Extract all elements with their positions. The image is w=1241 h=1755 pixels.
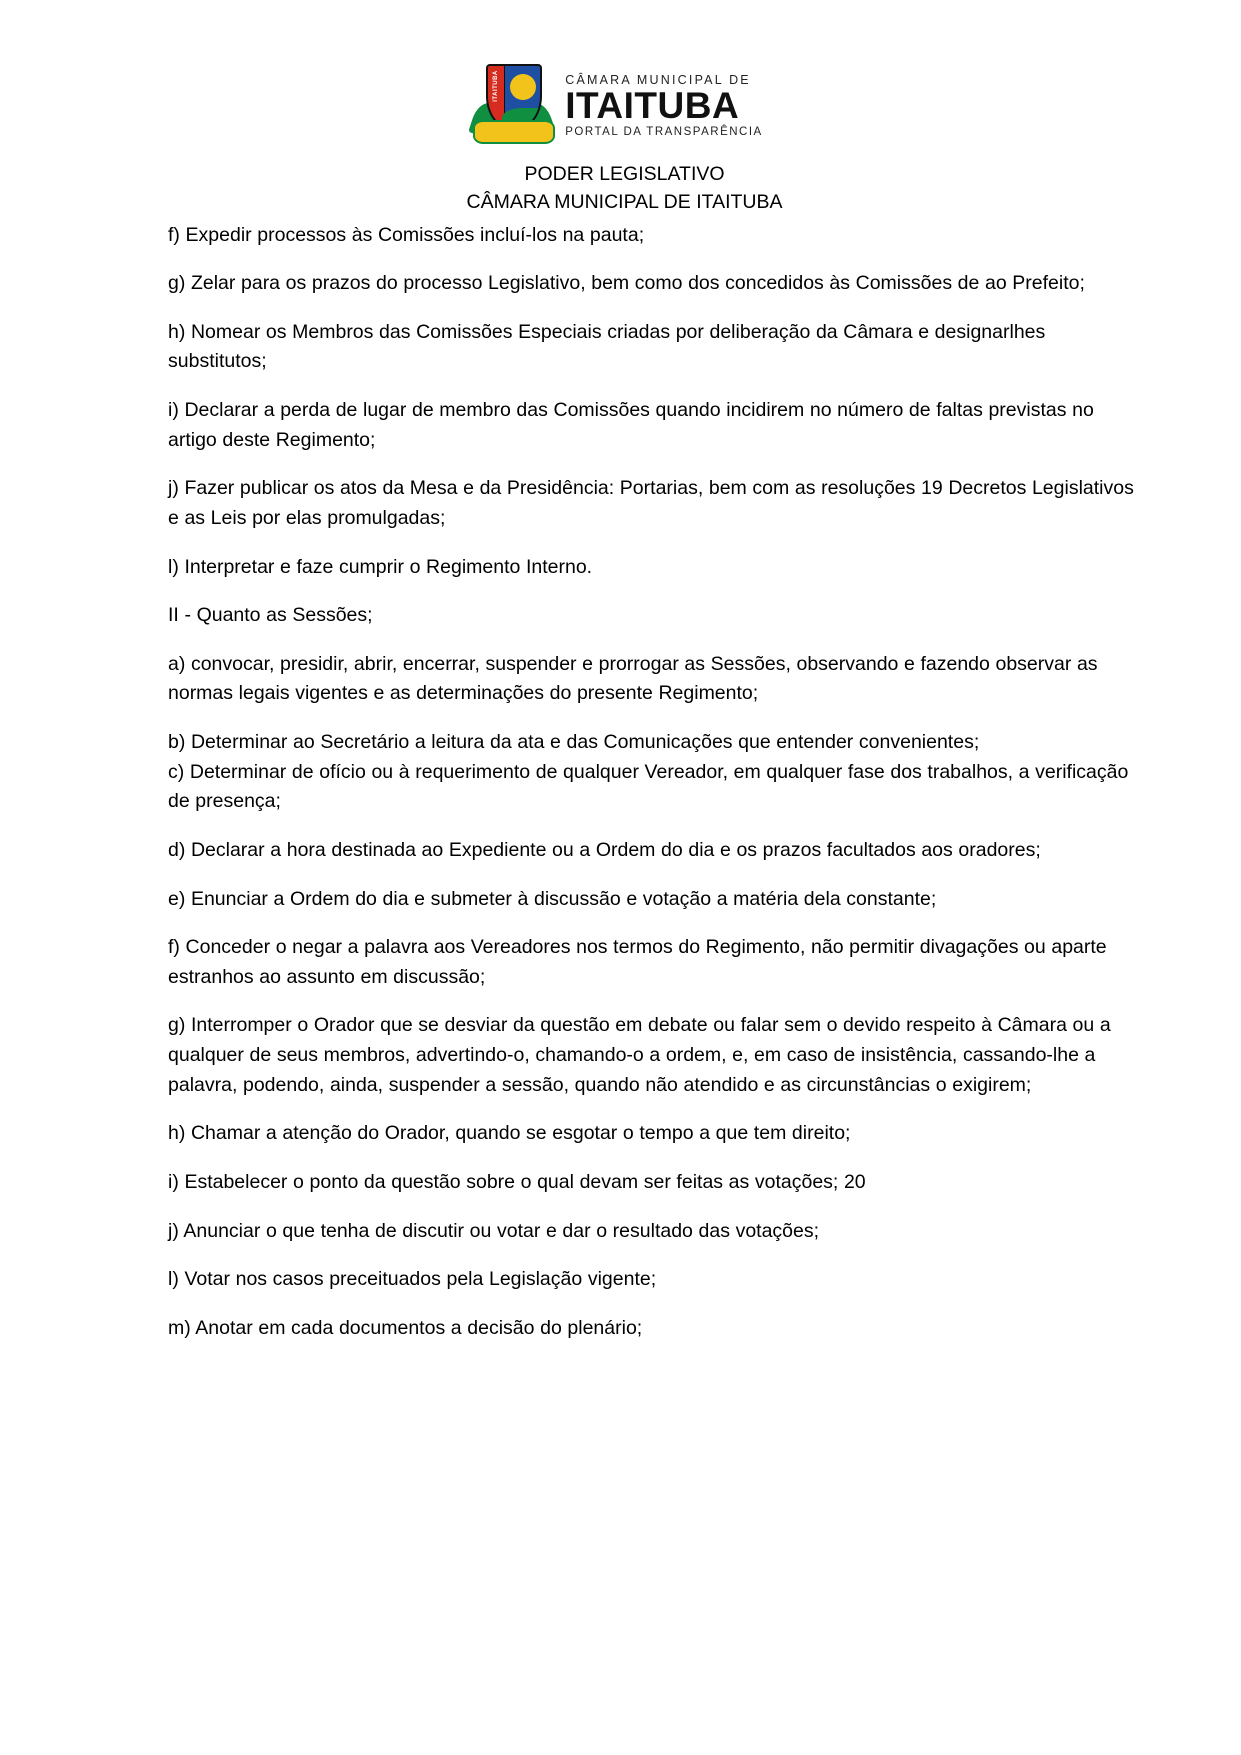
paragraph-i-declarar-perda: i) Declarar a perda de lugar de membro das Comissões quando incidirem no número de faltas previstas no artigo deste Regimento; [168, 399, 1094, 451]
logo-line-bottom: PORTAL DA TRANSPARÊNCIA [565, 125, 763, 138]
paragraph-a-convocar: a) convocar, presidir, abrir, encerrar, suspender e prorrogar as Sessões, observando e fazendo observar as normas legais vigentes e as determinações do presente Regimento; [168, 652, 1098, 705]
paragraph-g-interromper: g) Interromper o Orador que se desviar da questão em debate ou falar sem o devido respeito à Câmara ou a qualquer de seus membros, advertindo-o, chamando-o a ordem, e, em caso de insistência, cassando-lhe a palavra, podendo, ainda, suspender a sessão, quando não atendido e as circunstâncias o exigirem; [168, 1014, 1111, 1096]
paragraph-b-determinar-secretario: b) Determinar ao Secretário a leitura da ata e das Comunicações que entender convenientes; [168, 731, 980, 754]
document-header [108, 160, 1141, 217]
paragraph-h-chamar-atencao: h) Chamar a atenção do Orador, quando se esgotar o tempo a que tem direito; [168, 1122, 851, 1145]
crest-text: ITAITUBA [493, 70, 500, 102]
paragraph-j-publicar: j) Fazer publicar os atos da Mesa e da Presidência: Portarias, bem com as resoluções 19 Decretos Legislativos e as Leis por elas promulgadas; [168, 477, 1134, 529]
paragraph-m-anotar: m) Anotar em cada documentos a decisão do plenário; [168, 1316, 643, 1339]
paragraph-c-determinar-oficio: c) Determinar de ofício ou à requerimento de qualquer Vereador, em qualquer fase dos trabalhos, a verificação de presença; [168, 760, 1129, 813]
header-line-camara: CÂMARA MUNICIPAL DE ITAITUBA [466, 191, 783, 214]
ribbon-icon [473, 120, 555, 144]
shield-sun-icon [510, 74, 536, 100]
paragraph-f-expedir: f) Expedir processos às Comissões incluí-los na pauta; [168, 223, 645, 246]
camara-logo [438, 62, 798, 150]
logo-wordmark [565, 74, 762, 138]
paragraph-l-votar: l) Votar nos casos preceituados pela Legislação vigente; [168, 1268, 657, 1291]
paragraph-l-interpretar: l) Interpretar e faze cumprir o Regimento Interno. [168, 555, 593, 578]
document-body [168, 221, 1141, 1344]
paragraph-f-conceder: f) Conceder o negar a palavra aos Vereadores nos termos do Regimento, não permitir divagações ou aparte estranhos ao assunto em discussão; [168, 936, 1107, 988]
coat-of-arms-icon [473, 62, 551, 150]
paragraph-d-declarar-hora: d) Declarar a hora destinada ao Expediente ou a Ordem do dia e os prazos facultados aos oradores; [168, 838, 1041, 861]
logo-line-top: CÂMARA MUNICIPAL DE [565, 72, 751, 87]
paragraph-g-zelar: g) Zelar para os prazos do processo Legislativo, bem como dos concedidos às Comissões de ao Prefeito; [168, 272, 1085, 295]
paragraph-section-ii-sessoes: II - Quanto as Sessões; [168, 604, 373, 627]
paragraph-e-enunciar: e) Enunciar a Ordem do dia e submeter à discussão e votação a matéria dela constante; [168, 887, 937, 910]
logo-line-main: ITAITUBA [565, 85, 740, 127]
paragraph-i-estabelecer-ponto: i) Estabelecer o ponto da questão sobre o qual devam ser feitas as votações; 20 [168, 1170, 866, 1193]
header-line-poder-legislativo: PODER LEGISLATIVO [524, 163, 725, 185]
paragraph-h-nomear: h) Nomear os Membros das Comissões Especiais criadas por deliberação da Câmara e designarlhes substitutos; [168, 320, 1046, 373]
paragraph-j-anunciar: j) Anunciar o que tenha de discutir ou votar e dar o resultado das votações; [168, 1219, 820, 1242]
